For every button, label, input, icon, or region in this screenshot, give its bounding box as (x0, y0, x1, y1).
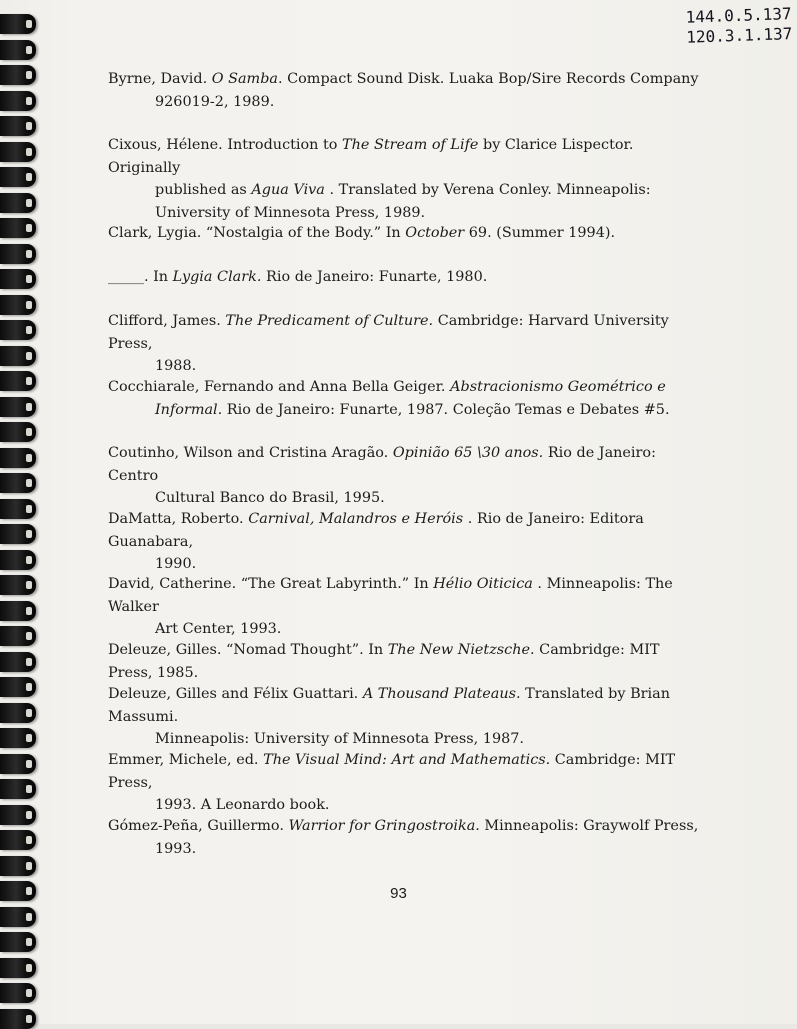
italic-title: Agua Viva (251, 182, 325, 198)
bibliography-entry (108, 310, 708, 378)
italic-title: Informal. (155, 401, 223, 418)
bibliography-entry (108, 749, 708, 817)
entry-line: Emmer, Michele, ed. The Visual Mind: Art and Mathematics. Cambridge: MIT Press, (108, 752, 676, 791)
punch-hole (26, 97, 32, 105)
punch-hole (26, 46, 32, 54)
punch-hole (26, 275, 32, 283)
bibliography-entry (108, 639, 708, 684)
bibliography-entry (108, 134, 708, 224)
punch-hole (26, 403, 32, 411)
punch-hole (26, 505, 32, 513)
entry-continuation-line: 1993. (155, 840, 197, 857)
bibliography-entry (108, 376, 708, 421)
punch-hole (26, 479, 32, 487)
italic-title: Hélio Oiticica (433, 576, 533, 592)
italic-title: O Samba (211, 71, 278, 87)
bibliography-entry (108, 508, 708, 576)
handwritten-catalog-number: 144.0.5.137 120.3.1.137 (685, 4, 793, 47)
entry-line: Coutinho, Wilson and Cristina Aragão. Opinião 65 \30 anos. Rio de Janeiro: Centro (108, 445, 656, 484)
punch-hole (26, 632, 32, 640)
italic-title: A Thousand Plateaus. (362, 686, 521, 702)
entry-continuation-line: Art Center, 1993. (155, 621, 282, 637)
punch-hole (26, 250, 32, 258)
entry-continuation-line: Informal. Rio de Janeiro: Funarte, 1987. Coleção Temas e Debates #5. (155, 401, 670, 418)
punch-hole (26, 862, 32, 870)
entry-line: _____. In Lygia Clark. Rio de Janeiro: Funarte, 1980. (108, 269, 488, 285)
punch-hole (26, 377, 32, 385)
entry-line: Byrne, David. O Samba. Compact Sound Disk. Luaka Bop/Sire Records Company (108, 71, 699, 87)
punch-hole (26, 556, 32, 564)
punch-hole (26, 454, 32, 462)
punch-hole (26, 683, 32, 691)
entry-continuation-line: Minneapolis: University of Minnesota Press, 1987. (155, 731, 524, 747)
italic-title: Abstracionismo Geométrico e (450, 379, 666, 395)
entry-line: Cixous, Hélene. Introduction to The Stream of Life by Clarice Lispector. Originally (108, 137, 634, 176)
entry-line: Deleuze, Gilles. “Nomad Thought”. In The New Nietzsche. Cambridge: MIT Press, 1985. (108, 642, 660, 681)
punch-hole (26, 607, 32, 615)
punch-hole (26, 530, 32, 538)
spiral-binding (0, 0, 40, 1024)
punch-hole (26, 301, 32, 309)
bibliography-entry (108, 266, 708, 289)
italic-title: October (405, 225, 465, 241)
entry-line: David, Catherine. “The Great Labyrinth.” In Hélio Oiticica . Minneapolis: The Walker (108, 576, 673, 615)
entry-line: Gómez-Peña, Guillermo. Warrior for Gringostroika. Minneapolis: Graywolf Press, (108, 818, 699, 834)
bibliography-entry (108, 573, 708, 641)
entry-line: Deleuze, Gilles and Félix Guattari. A Thousand Plateaus. Translated by Brian Massumi. (108, 686, 670, 725)
bibliography-entry (108, 222, 708, 245)
punch-hole (26, 199, 32, 207)
bibliography-entry (108, 68, 708, 113)
punch-hole (26, 658, 32, 666)
entry-line: Clifford, James. The Predicament of Culture. Cambridge: Harvard University Press, (108, 313, 669, 352)
punch-hole (26, 173, 32, 181)
page-number: 93 (390, 885, 407, 902)
entry-continuation-line: 1990. (155, 556, 197, 572)
entry-line: DaMatta, Roberto. Carnival, Malandros e Heróis . Rio de Janeiro: Editora Guanabara, (108, 511, 644, 550)
italic-title: The Stream of Life (342, 137, 479, 153)
punch-hole (26, 1015, 32, 1023)
italic-title: The New Nietzsche. (387, 642, 535, 658)
punch-hole (26, 148, 32, 156)
entry-continuation-line: published as Agua Viva . Translated by Verena Conley. Minneapolis: (155, 182, 651, 198)
punch-hole (26, 760, 32, 768)
punch-hole (26, 71, 32, 79)
punch-hole (26, 964, 32, 972)
italic-title: Warrior for Gringostroika. (288, 818, 480, 834)
punch-hole (26, 734, 32, 742)
punch-hole (26, 785, 32, 793)
italic-title: Lygia Clark. (172, 269, 262, 285)
entry-line: Cocchiarale, Fernando and Anna Bella Geiger. Abstracionismo Geométrico e (108, 379, 666, 395)
entry-continuation-line: 1988. (155, 358, 197, 374)
bibliography-entry (108, 815, 708, 860)
punch-hole (26, 811, 32, 819)
punch-hole (26, 122, 32, 130)
punch-hole (26, 989, 32, 997)
punch-hole (26, 938, 32, 946)
punch-hole (26, 326, 32, 334)
entry-continuation-line: 1993. A Leonardo book. (155, 797, 330, 813)
punch-hole (26, 709, 32, 717)
punch-hole (26, 913, 32, 921)
bibliography-entry (108, 683, 708, 751)
entry-continuation-line: Cultural Banco do Brasil, 1995. (155, 490, 385, 506)
punch-hole (26, 428, 32, 436)
entry-continuation-line: University of Minnesota Press, 1989. (155, 204, 426, 221)
punch-hole (26, 352, 32, 360)
italic-title: Carnival, Malandros e Heróis (248, 511, 464, 527)
punch-hole (26, 836, 32, 844)
italic-title: The Visual Mind: Art and Mathematics. (263, 752, 551, 768)
punch-hole (26, 581, 32, 589)
bibliography-entry (108, 442, 708, 510)
punch-hole (26, 224, 32, 232)
italic-title: Opinião 65 \30 anos. (392, 445, 544, 461)
italic-title: The Predicament of Culture. (225, 313, 434, 329)
entry-continuation-line: 926019-2, 1989. (155, 93, 275, 110)
punch-hole (26, 20, 32, 28)
entry-line: Clark, Lygia. “Nostalgia of the Body.” In October 69. (Summer 1994). (108, 225, 616, 241)
